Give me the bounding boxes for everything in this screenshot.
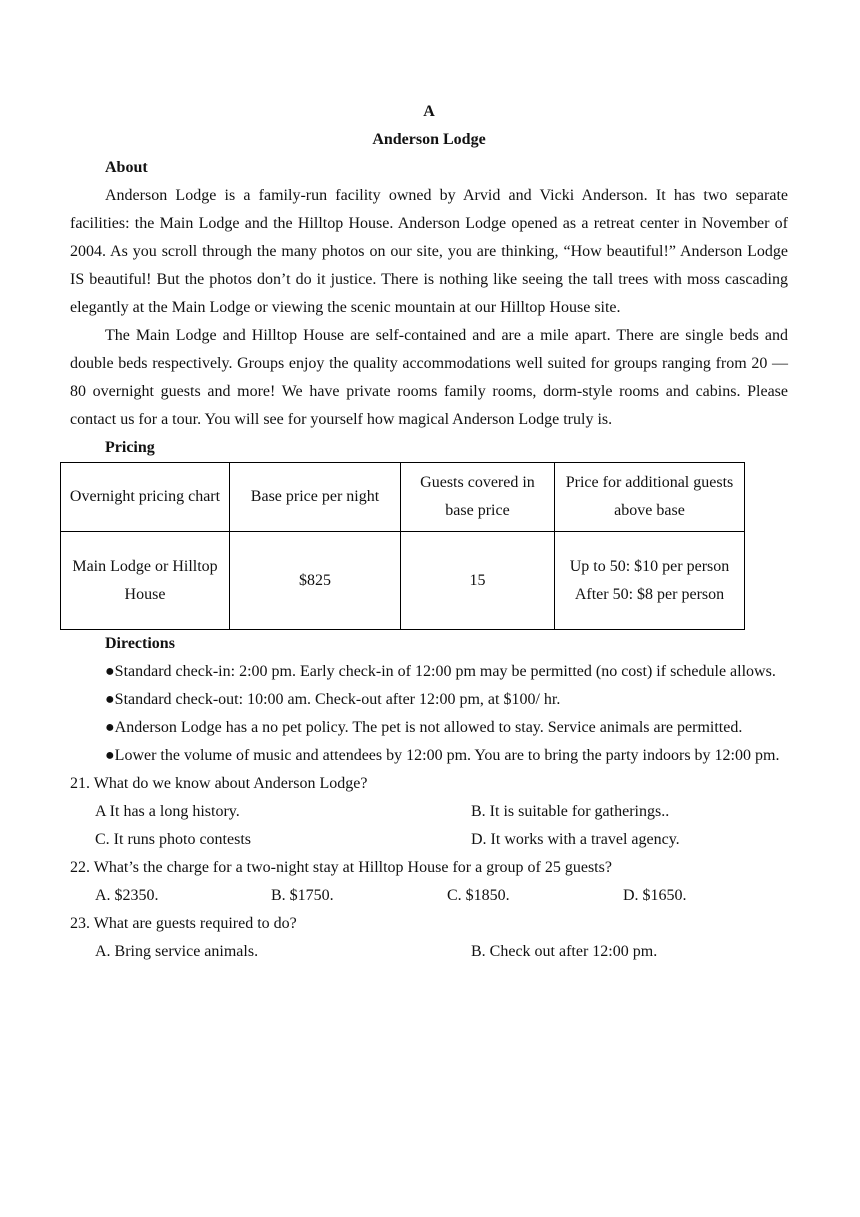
table-header-cell: Price for additional guests above base — [555, 463, 745, 532]
document-page — [70, 98, 788, 966]
option-d: D. $1650. — [623, 887, 687, 904]
question-21-options-row-1 — [70, 798, 788, 826]
direction-item: ●Standard check-out: 10:00 am. Check-out after 12:00 pm, at $100/ hr. — [105, 691, 561, 708]
option-b: B. $1750. — [271, 887, 334, 904]
question-22-options — [70, 882, 788, 910]
table-header-cell: Guests covered in base price — [401, 463, 555, 532]
table-cell: 15 — [401, 532, 555, 630]
about-paragraph-2: The Main Lodge and Hilltop House are self-contained and are a mile apart. There are single beds and double beds respectively. Groups enjoy the quality accommodations well suited for groups ranging from 20 — 80 overnight guests and more! We have private rooms family rooms, dorm-style rooms and cabins. Please contact us for a tour. You will see for yourself how magical Anderson Lodge truly is. — [70, 327, 788, 428]
direction-item: ●Anderson Lodge has a no pet policy. The pet is not allowed to stay. Service animals are permitted. — [105, 719, 743, 736]
question-21: 21. What do we know about Anderson Lodge? — [70, 775, 368, 792]
direction-item: ●Lower the volume of music and attendees by 12:00 pm. You are to bring the party indoors by 12:00 pm. — [105, 747, 780, 764]
question-21-options-row-2 — [70, 826, 788, 854]
about-paragraph-1: Anderson Lodge is a family-run facility owned by Arvid and Vicki Anderson. It has two separate facilities: the Main Lodge and the Hilltop House. Anderson Lodge opened as a retreat center in November of 2004. As you scroll through the many photos on our site, you are thinking, “How beautiful!” Anderson Lodge IS beautiful! But the photos don’t do it justice. There is nothing like seeing the tall trees with moss cascading elegantly at the Main Lodge or viewing the scenic mountain at our Hilltop House site. — [70, 187, 788, 316]
option-a: A. $2350. — [95, 887, 159, 904]
option-a: A. Bring service animals. — [95, 943, 259, 960]
table-header-cell: Overnight pricing chart — [61, 463, 230, 532]
table-header-cell: Base price per night — [230, 463, 401, 532]
option-d: D. It works with a travel agency. — [471, 831, 680, 848]
question-23: 23. What are guests required to do? — [70, 915, 297, 932]
option-c: C. It runs photo contests — [95, 831, 251, 848]
option-c: C. $1850. — [447, 887, 510, 904]
table-row — [61, 532, 745, 630]
question-23-options — [70, 938, 788, 966]
directions-heading: Directions — [105, 635, 175, 652]
table-header-row — [61, 463, 745, 532]
about-heading: About — [105, 159, 148, 176]
section-letter: A — [423, 103, 435, 120]
pricing-table — [60, 462, 745, 630]
table-cell: $825 — [230, 532, 401, 630]
option-b: B. It is suitable for gatherings.. — [471, 803, 670, 820]
table-cell: Main Lodge or Hilltop House — [61, 532, 230, 630]
pricing-heading: Pricing — [105, 439, 155, 456]
table-cell: Up to 50: $10 per person After 50: $8 per person — [555, 532, 745, 630]
direction-item: ●Standard check-in: 2:00 pm. Early check-in of 12:00 pm may be permitted (no cost) if schedule allows. — [105, 663, 776, 680]
page-title: Anderson Lodge — [372, 131, 486, 148]
option-a: A It has a long history. — [95, 803, 240, 820]
question-22: 22. What’s the charge for a two-night stay at Hilltop House for a group of 25 guests? — [70, 859, 612, 876]
option-b: B. Check out after 12:00 pm. — [471, 943, 658, 960]
